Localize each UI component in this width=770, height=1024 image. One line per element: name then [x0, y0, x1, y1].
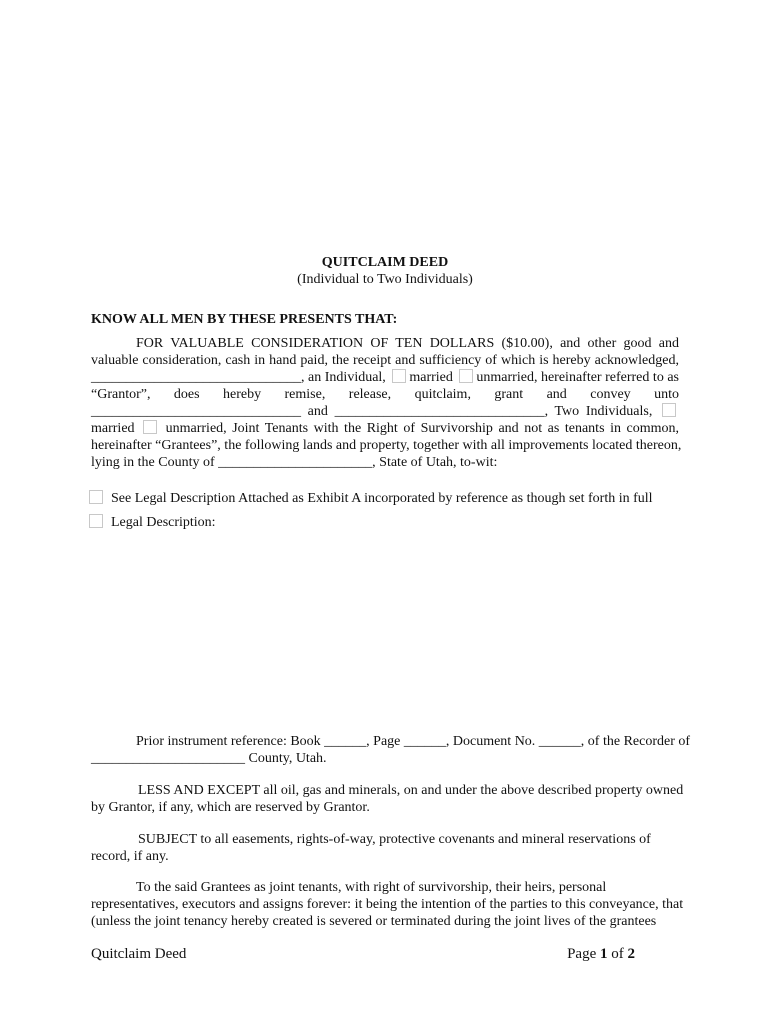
section-heading: KNOW ALL MEN BY THESE PRESENTS THAT: — [91, 312, 398, 327]
subject-paragraph — [91, 831, 679, 865]
option-exhibit-a — [89, 490, 677, 507]
heading-group — [91, 311, 679, 328]
habendum-line-1: To the said Grantees as joint tenants, with right of survivorship, their heirs, personal — [136, 880, 607, 895]
grantee2-name-blank[interactable]: ______________________________ — [334, 404, 545, 419]
consideration-line-1: FOR VALUABLE CONSIDERATION OF TEN DOLLARS ($10.00), and other good and — [136, 336, 679, 351]
consideration-paragraph — [91, 335, 682, 471]
grantees-line — [91, 403, 679, 420]
text: married — [91, 421, 135, 436]
convey-line: “Grantor”, does hereby remise, release, quitclaim, grant and convey unto — [91, 387, 679, 402]
footer-title: Quitclaim Deed — [91, 946, 187, 962]
habendum-paragraph — [91, 879, 684, 930]
subject-line-2: record, if any. — [91, 849, 169, 864]
text: Page — [567, 946, 597, 962]
page-number — [567, 945, 635, 964]
text: and — [307, 404, 328, 419]
consideration-line-2: valuable consideration, cash in hand paid, the receipt and sufficiency of which is hereby acknowledged, — [91, 353, 679, 368]
document-title: QUITCLAIM DEED — [321, 255, 449, 270]
grantee1-name-blank[interactable]: ______________________________ — [91, 404, 301, 419]
legal-description-options — [89, 490, 677, 531]
text: married — [409, 370, 453, 385]
option-legal-description — [89, 514, 677, 531]
option-label: Legal Description: — [111, 515, 216, 530]
footer-line — [91, 945, 679, 964]
text: unmarried, hereinafter referred to as — [476, 370, 680, 385]
text: of — [611, 946, 624, 962]
less-except-paragraph — [91, 782, 684, 816]
prior-reference-line-1: Prior instrument reference: Book ______, Page ______, Document No. ______, of the Recorder of — [136, 734, 691, 749]
less-except-line-1: LESS AND EXCEPT all oil, gas and minerals, on and under the above described property owned — [138, 783, 684, 798]
footer — [91, 945, 679, 964]
grantor-married-checkbox[interactable] — [392, 369, 406, 383]
habendum-line-3: (unless the joint tenancy hereby created is severed or terminated during the joint lives of the grantees — [91, 914, 657, 929]
exhibit-a-checkbox[interactable] — [89, 490, 103, 504]
text: , Two Individuals, — [544, 404, 653, 419]
total-pages: 2 — [627, 946, 635, 962]
legal-description-checkbox[interactable] — [89, 514, 103, 528]
grantees-married-checkbox[interactable] — [662, 403, 676, 417]
habendum-line-2: representatives, executors and assigns forever: it being the intention of the parties to this conveyance, that — [91, 897, 684, 912]
text: , an Individual, — [301, 370, 386, 385]
grantor-unmarried-checkbox[interactable] — [459, 369, 473, 383]
text: unmarried, Joint Tenants with the Right of Survivorship and not as tenants in common, — [165, 421, 679, 436]
grantor-name-blank[interactable]: ______________________________ — [91, 370, 301, 385]
prior-reference-paragraph — [91, 733, 691, 767]
document-subtitle: (Individual to Two Individuals) — [297, 272, 473, 287]
grantees-unmarried-checkbox[interactable] — [143, 420, 157, 434]
option-label: See Legal Description Attached as Exhibit A incorporated by reference as though set forth in full — [111, 491, 653, 506]
prior-reference-line-2: ______________________ County, Utah. — [91, 751, 327, 766]
tenancy-line — [91, 420, 679, 437]
less-except-line-2: by Grantor, if any, which are reserved by Grantor. — [91, 800, 370, 815]
county-line: lying in the County of ______________________, State of Utah, to-wit: — [91, 455, 498, 470]
property-line: hereinafter “Grantees”, the following lands and property, together with all improvements located thereon, — [91, 438, 682, 453]
subject-line-1: SUBJECT to all easements, rights-of-way, protective covenants and mineral reservations of — [138, 832, 651, 847]
current-page: 1 — [600, 946, 608, 962]
grantor-line — [91, 369, 679, 386]
